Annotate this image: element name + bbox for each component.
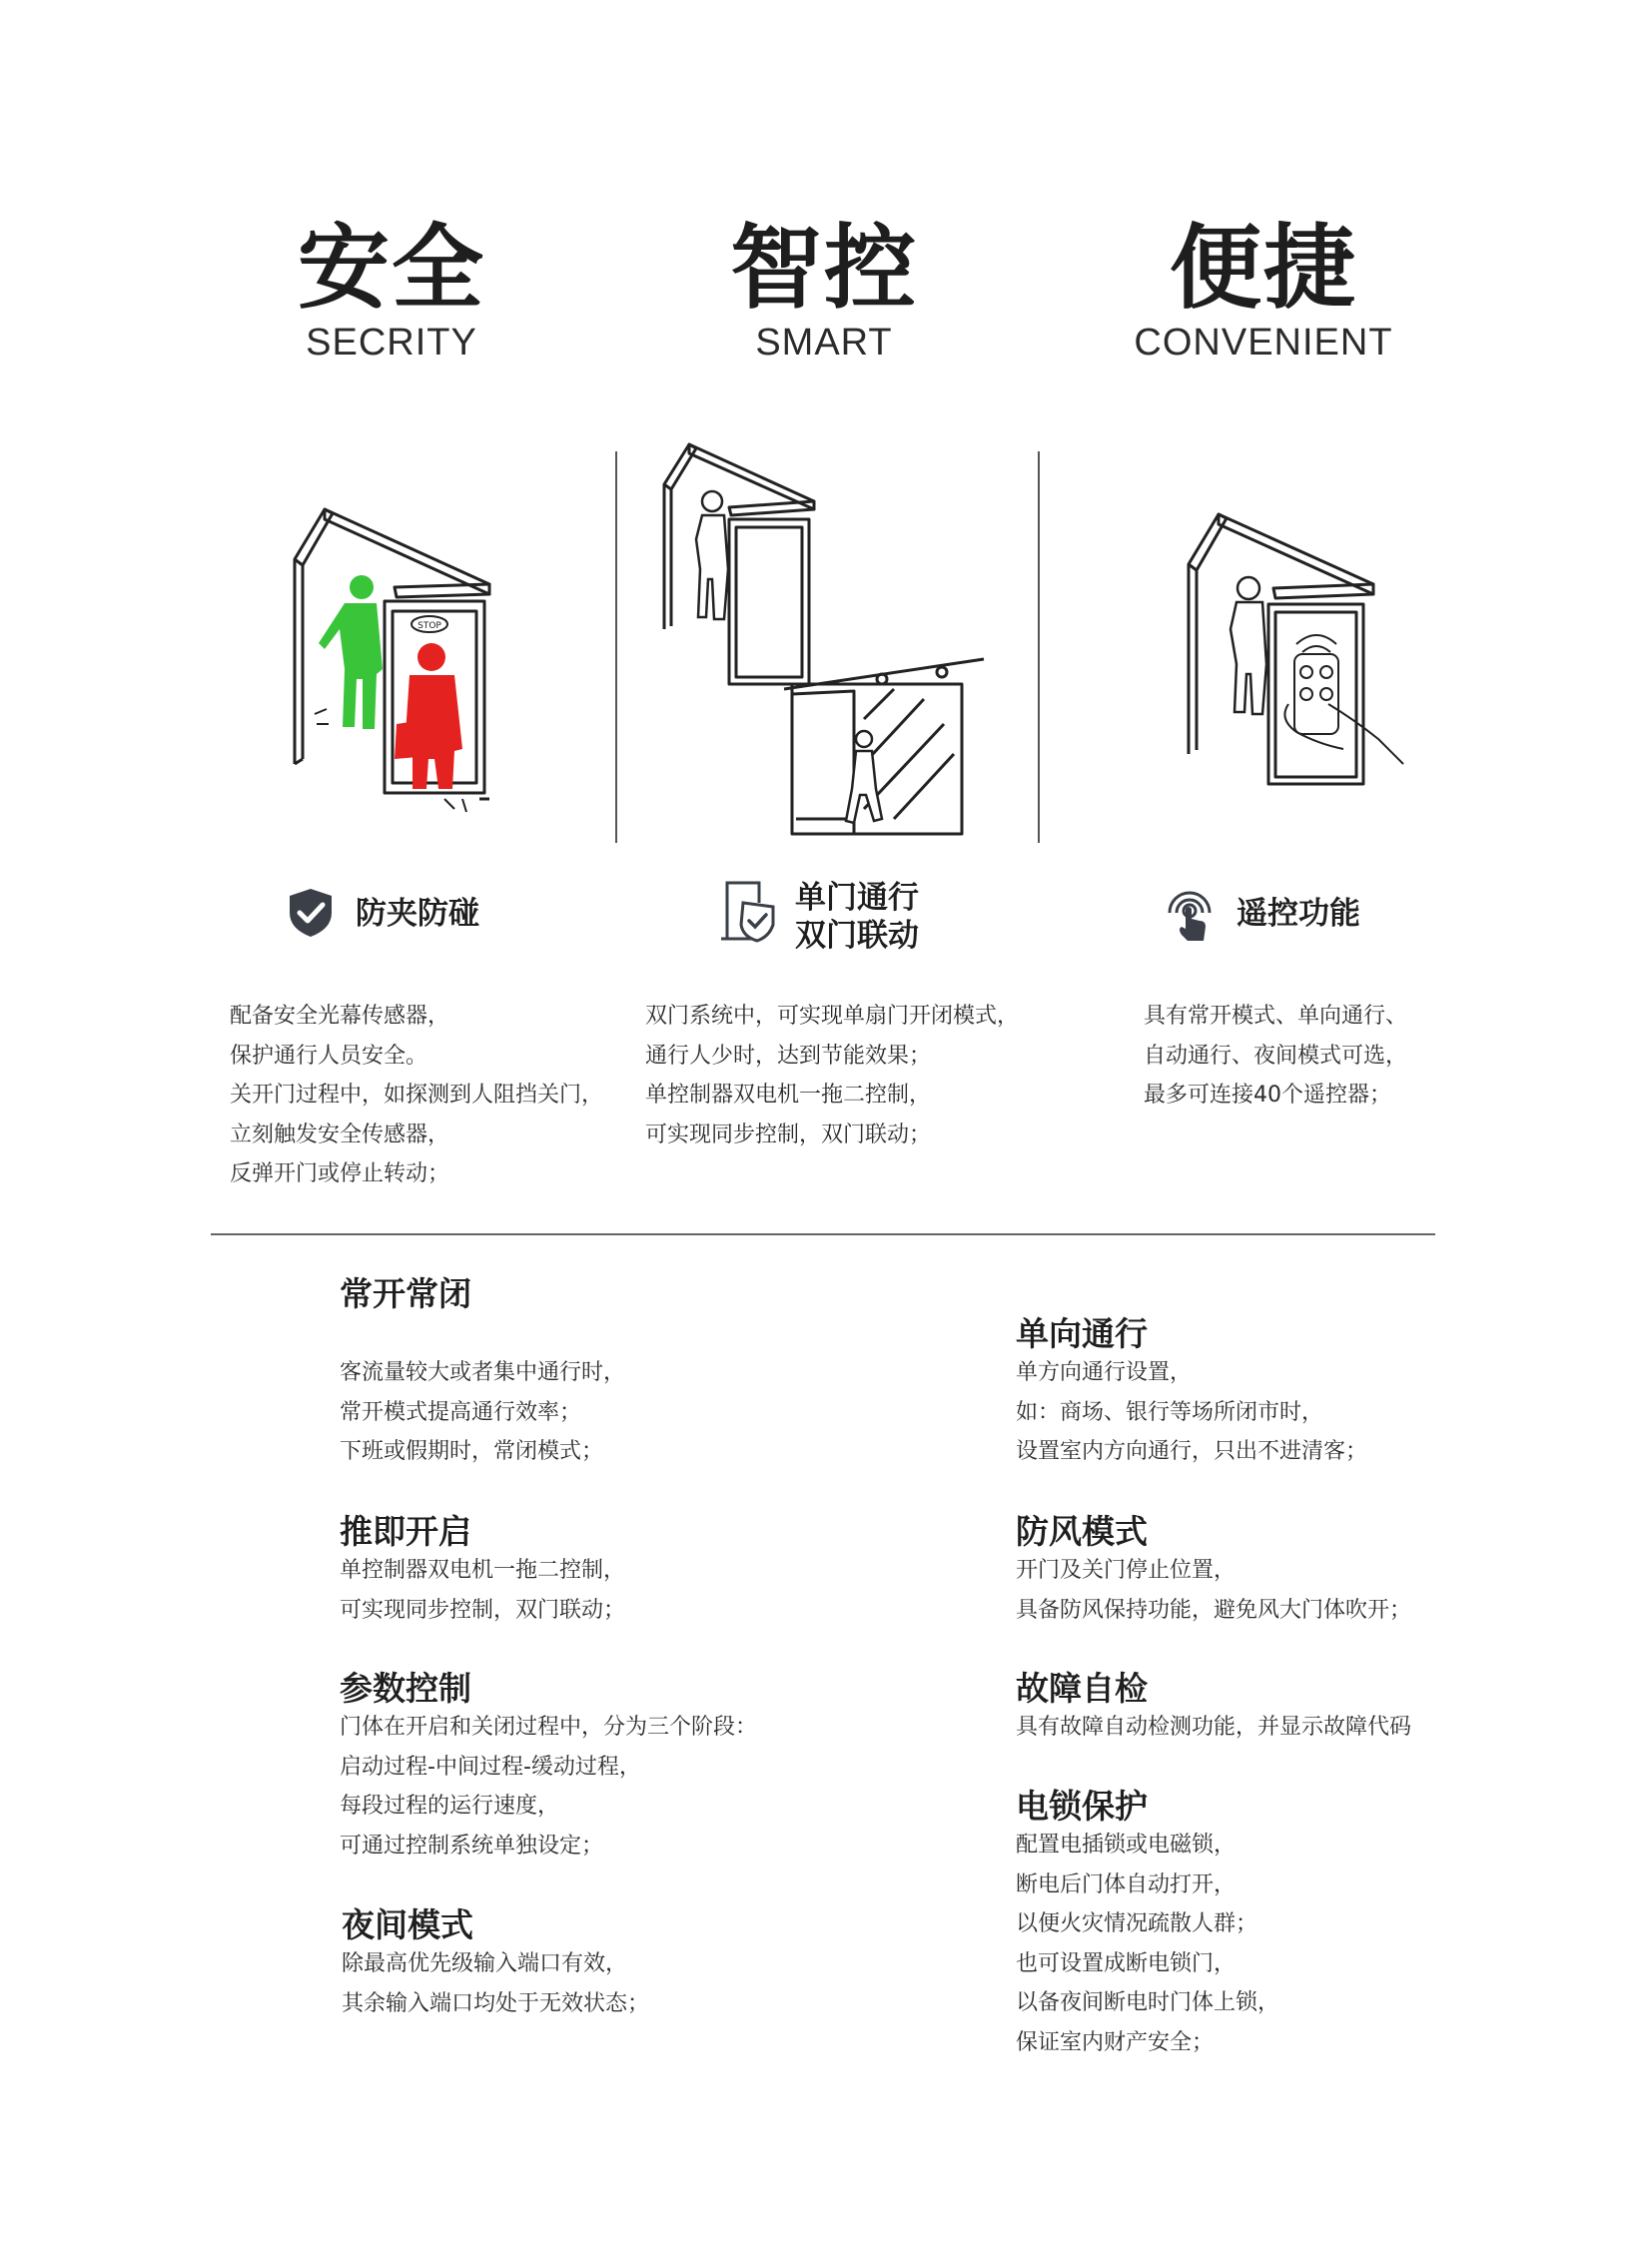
body-line: 保证室内财产安全； — [1016, 2029, 1215, 2055]
pillar-subtitle-convenient: CONVENIENT — [1134, 322, 1393, 364]
desc-line: 立刻触发安全传感器， — [230, 1121, 450, 1147]
body-line: 常开模式提高通行效率； — [340, 1399, 582, 1425]
pillar-title-convenient: 便捷 — [1169, 215, 1357, 322]
body-line: 其余输入端口均处于无效状态； — [342, 1990, 650, 2016]
body-line: 也可设置成断电锁门， — [1016, 1950, 1237, 1976]
body-line: 每段过程的运行速度， — [340, 1794, 560, 1819]
desc-line: 通行人少时，达到节能效果； — [645, 1043, 932, 1069]
remote-door-illustration — [1179, 504, 1428, 804]
pillar-subtitle-smart: SMART — [755, 322, 893, 364]
section-body-push-open — [340, 1551, 625, 1630]
section-title-normally-open: 常开常闭 — [340, 1274, 471, 1313]
feature-desc-anti-pinch — [230, 997, 603, 1194]
body-line: 门体在开启和关闭过程中，分为三个阶段： — [340, 1715, 758, 1740]
double-door-illustration — [654, 439, 984, 839]
body-line: 具有故障自动检测功能，并显示故障代码 — [1016, 1715, 1412, 1740]
stop-sign-text: STOP — [417, 621, 441, 631]
body-line: 以备夜间断电时门体上锁， — [1016, 1990, 1280, 2015]
desc-line: 可实现同步控制，双门联动； — [645, 1121, 932, 1147]
section-title-one-way: 单向通行 — [1016, 1314, 1148, 1353]
section-body-one-way — [1016, 1353, 1367, 1472]
feature-title-anti-pinch: 防夹防碰 — [356, 896, 479, 932]
body-line: 启动过程-中间过程-缓动过程， — [340, 1754, 641, 1780]
column-divider-1 — [615, 451, 617, 843]
touch-signal-icon — [1162, 883, 1218, 943]
body-line: 配置电插锁或电磁锁， — [1016, 1833, 1237, 1858]
body-line: 具备防风保持功能，避免风大门体吹开； — [1016, 1597, 1412, 1623]
desc-line: 反弹开门或停止转动； — [230, 1161, 450, 1186]
feature-title-remote: 遥控功能 — [1237, 896, 1360, 932]
section-body-windproof — [1016, 1551, 1411, 1630]
desc-line: 保护通行人员安全。 — [230, 1043, 428, 1069]
desc-line: 具有常开模式、单向通行、 — [1144, 1004, 1408, 1029]
feature-title-line-1: 单门通行 — [795, 880, 919, 916]
body-line: 单方向通行设置， — [1016, 1360, 1193, 1385]
body-line: 单控制器双电机一拖二控制， — [340, 1558, 626, 1583]
section-title-self-check: 故障自检 — [1016, 1669, 1148, 1708]
pillar-subtitle-safety: SECRITY — [306, 322, 477, 364]
body-line: 除最高优先级输入端口有效， — [342, 1951, 628, 1976]
section-title-parameter: 参数控制 — [340, 1669, 471, 1708]
body-line: 可实现同步控制，双门联动； — [340, 1597, 626, 1623]
green-person — [319, 575, 383, 729]
desc-line: 关开门过程中，如探测到人阻挡关门， — [230, 1083, 604, 1108]
body-line: 以便火灾情况疏散人群； — [1016, 1911, 1258, 1936]
body-line: 设置室内方向通行，只出不进清客； — [1016, 1439, 1368, 1464]
red-person — [395, 643, 462, 789]
section-title-windproof: 防风模式 — [1016, 1512, 1148, 1551]
desc-line: 双门系统中，可实现单扇门开闭模式， — [645, 1004, 1020, 1029]
section-body-self-check — [1016, 1708, 1411, 1748]
section-divider — [211, 1233, 1435, 1235]
feature-title-line-2: 双门联动 — [795, 918, 919, 954]
feature-title-single-double — [795, 879, 919, 955]
pillar-title-safety: 安全 — [297, 215, 485, 322]
shield-check-icon — [288, 887, 334, 939]
desc-line: 最多可连接40个遥控器； — [1144, 1083, 1391, 1108]
body-line: 开门及关门停止位置， — [1016, 1558, 1237, 1583]
section-body-normally-open — [340, 1353, 625, 1472]
section-body-electric-lock — [1016, 1826, 1279, 2062]
body-line: 下班或假期时，常闭模式； — [340, 1439, 604, 1464]
feature-desc-single-double — [645, 997, 1019, 1154]
desc-line: 自动通行、夜间模式可选， — [1144, 1043, 1408, 1069]
section-body-night-mode — [342, 1944, 649, 2023]
section-title-night-mode: 夜间模式 — [342, 1905, 473, 1944]
safety-door-illustration — [285, 499, 544, 819]
body-line: 客流量较大或者集中通行时， — [340, 1360, 626, 1385]
body-line: 断电后门体自动打开， — [1016, 1871, 1237, 1897]
section-body-parameter — [340, 1708, 757, 1866]
pillar-title-smart: 智控 — [729, 215, 918, 322]
desc-line: 单控制器双电机一拖二控制， — [645, 1083, 932, 1108]
column-divider-2 — [1038, 451, 1040, 843]
body-line: 可通过控制系统单独设定； — [340, 1833, 604, 1859]
feature-desc-remote — [1144, 997, 1407, 1116]
door-check-icon — [719, 879, 775, 943]
body-line: 如：商场、银行等场所闭市时， — [1016, 1399, 1324, 1425]
section-title-push-open: 推即开启 — [340, 1512, 471, 1551]
section-title-electric-lock: 电锁保护 — [1016, 1787, 1148, 1826]
desc-line: 配备安全光幕传感器， — [230, 1004, 450, 1029]
